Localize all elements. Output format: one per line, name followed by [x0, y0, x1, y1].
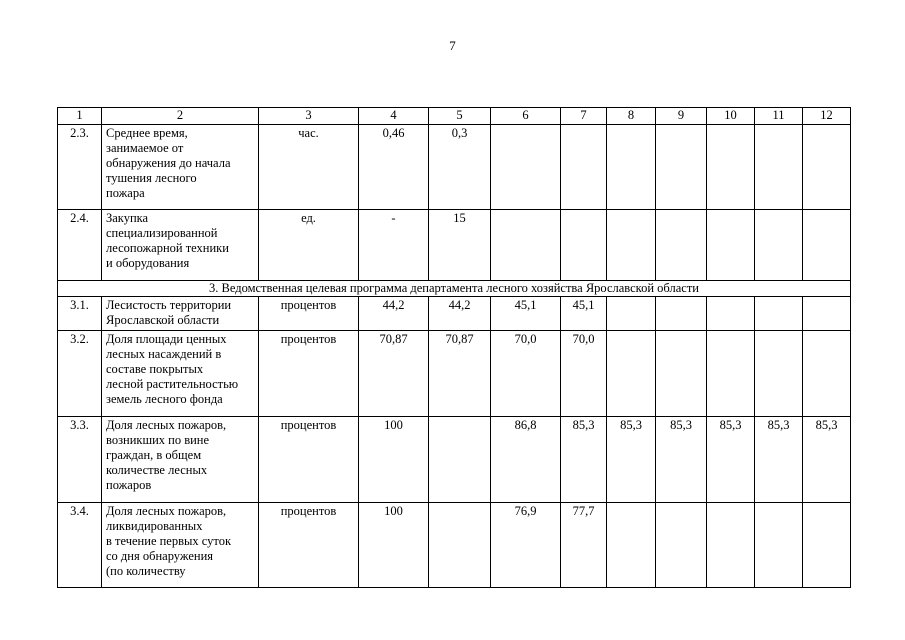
value-cell	[429, 417, 491, 503]
indicator-name-line: лесопожарной техники	[106, 241, 229, 255]
value-cell: 85,3	[561, 417, 607, 503]
column-number-cell: 5	[429, 108, 491, 125]
indicator-name-line: лесной растительностью	[106, 377, 239, 391]
unit-cell: ед.	[259, 210, 359, 281]
indicator-name-cell	[102, 297, 259, 331]
value-cell: 70,87	[359, 331, 429, 417]
indicator-name-line: обнаружения до начала	[106, 156, 231, 170]
value-cell	[656, 210, 707, 281]
column-number-cell: 4	[359, 108, 429, 125]
unit-cell: процентов	[259, 503, 359, 588]
indicator-name-line: Лесистость территории	[106, 298, 232, 312]
value-cell	[607, 503, 656, 588]
indicator-name-cell	[102, 503, 259, 588]
indicator-name-line: Доля площади ценных	[106, 332, 227, 346]
indicator-name-line: граждан, в общем	[106, 448, 202, 462]
column-number-cell: 10	[707, 108, 755, 125]
table-row	[58, 297, 851, 331]
indicator-name-line: Закупка	[106, 211, 149, 225]
table-body	[58, 108, 851, 588]
value-cell	[707, 331, 755, 417]
value-cell: 70,87	[429, 331, 491, 417]
section-row	[58, 281, 851, 297]
table-row	[58, 503, 851, 588]
column-number-row	[58, 108, 851, 125]
value-cell	[491, 210, 561, 281]
indicator-name-line: (по количеству	[106, 564, 186, 578]
indicator-name-line: занимаемое от	[106, 141, 184, 155]
indicator-name-line: и оборудования	[106, 256, 190, 270]
row-number-cell: 3.4.	[58, 503, 102, 588]
row-number-cell: 3.3.	[58, 417, 102, 503]
value-cell: 100	[359, 503, 429, 588]
indicator-name-line: со дня обнаружения	[106, 549, 214, 563]
column-number-cell: 2	[102, 108, 259, 125]
unit-cell: процентов	[259, 417, 359, 503]
value-cell	[803, 210, 851, 281]
value-cell	[707, 210, 755, 281]
value-cell: 44,2	[429, 297, 491, 331]
value-cell: 70,0	[491, 331, 561, 417]
value-cell: 100	[359, 417, 429, 503]
indicator-name-cell	[102, 331, 259, 417]
value-cell	[755, 125, 803, 210]
column-number-cell: 3	[259, 108, 359, 125]
value-cell: 0,46	[359, 125, 429, 210]
indicator-name-line: Доля лесных пожаров,	[106, 504, 227, 518]
row-number-cell: 3.2.	[58, 331, 102, 417]
indicator-name-line: Ярославской области	[106, 313, 220, 327]
column-number-cell: 7	[561, 108, 607, 125]
page-number: 7	[449, 38, 456, 53]
row-number-cell: 2.3.	[58, 125, 102, 210]
value-cell: 77,7	[561, 503, 607, 588]
table-row	[58, 417, 851, 503]
section-title: 3. Ведомственная целевая программа департамента лесного хозяйства Ярославской области	[58, 281, 851, 297]
value-cell: 44,2	[359, 297, 429, 331]
indicator-name-line: пожаров	[106, 478, 152, 492]
value-cell	[607, 125, 656, 210]
column-number-cell: 8	[607, 108, 656, 125]
value-cell	[707, 125, 755, 210]
value-cell	[491, 125, 561, 210]
value-cell: 86,8	[491, 417, 561, 503]
unit-cell: процентов	[259, 297, 359, 331]
value-cell	[429, 503, 491, 588]
value-cell: 0,3	[429, 125, 491, 210]
column-number-cell: 1	[58, 108, 102, 125]
value-cell	[803, 331, 851, 417]
column-number-cell: 12	[803, 108, 851, 125]
value-cell	[656, 503, 707, 588]
table-row	[58, 125, 851, 210]
value-cell	[707, 503, 755, 588]
indicator-name-line: тушения лесного	[106, 171, 197, 185]
value-cell	[755, 210, 803, 281]
column-number-cell: 9	[656, 108, 707, 125]
indicator-name-line: специализированной	[106, 226, 218, 240]
indicator-name-line: в течение первых суток	[106, 534, 232, 548]
indicator-name-cell	[102, 125, 259, 210]
table-row	[58, 331, 851, 417]
indicator-name-line: количестве лесных	[106, 463, 208, 477]
value-cell	[755, 297, 803, 331]
indicator-name-line: пожара	[106, 186, 145, 200]
value-cell	[656, 125, 707, 210]
value-cell	[803, 503, 851, 588]
indicators-table	[57, 107, 851, 588]
indicator-name-cell	[102, 417, 259, 503]
column-number-cell: 11	[755, 108, 803, 125]
value-cell: 76,9	[491, 503, 561, 588]
indicator-name-line: составе покрытых	[106, 362, 204, 376]
value-cell: 70,0	[561, 331, 607, 417]
value-cell	[656, 297, 707, 331]
unit-cell: час.	[259, 125, 359, 210]
value-cell	[656, 331, 707, 417]
unit-cell: процентов	[259, 331, 359, 417]
value-cell	[803, 125, 851, 210]
row-number-cell: 2.4.	[58, 210, 102, 281]
value-cell: 85,3	[707, 417, 755, 503]
value-cell	[607, 210, 656, 281]
indicator-name-line: возникших по вине	[106, 433, 210, 447]
value-cell: -	[359, 210, 429, 281]
indicator-name-line: земель лесного фонда	[106, 392, 223, 406]
value-cell	[561, 210, 607, 281]
value-cell	[755, 331, 803, 417]
value-cell: 85,3	[755, 417, 803, 503]
indicator-name-line: Среднее время,	[106, 126, 188, 140]
value-cell	[607, 331, 656, 417]
value-cell: 15	[429, 210, 491, 281]
indicator-name-line: Доля лесных пожаров,	[106, 418, 227, 432]
indicator-name-line: лесных насаждений в	[106, 347, 222, 361]
value-cell	[561, 125, 607, 210]
value-cell	[755, 503, 803, 588]
column-number-cell: 6	[491, 108, 561, 125]
indicator-name-cell	[102, 210, 259, 281]
value-cell: 85,3	[607, 417, 656, 503]
table-row	[58, 210, 851, 281]
value-cell: 45,1	[561, 297, 607, 331]
value-cell	[707, 297, 755, 331]
value-cell: 85,3	[656, 417, 707, 503]
value-cell: 85,3	[803, 417, 851, 503]
indicator-name-line: ликвидированных	[106, 519, 203, 533]
value-cell	[607, 297, 656, 331]
value-cell	[803, 297, 851, 331]
value-cell: 45,1	[491, 297, 561, 331]
row-number-cell: 3.1.	[58, 297, 102, 331]
